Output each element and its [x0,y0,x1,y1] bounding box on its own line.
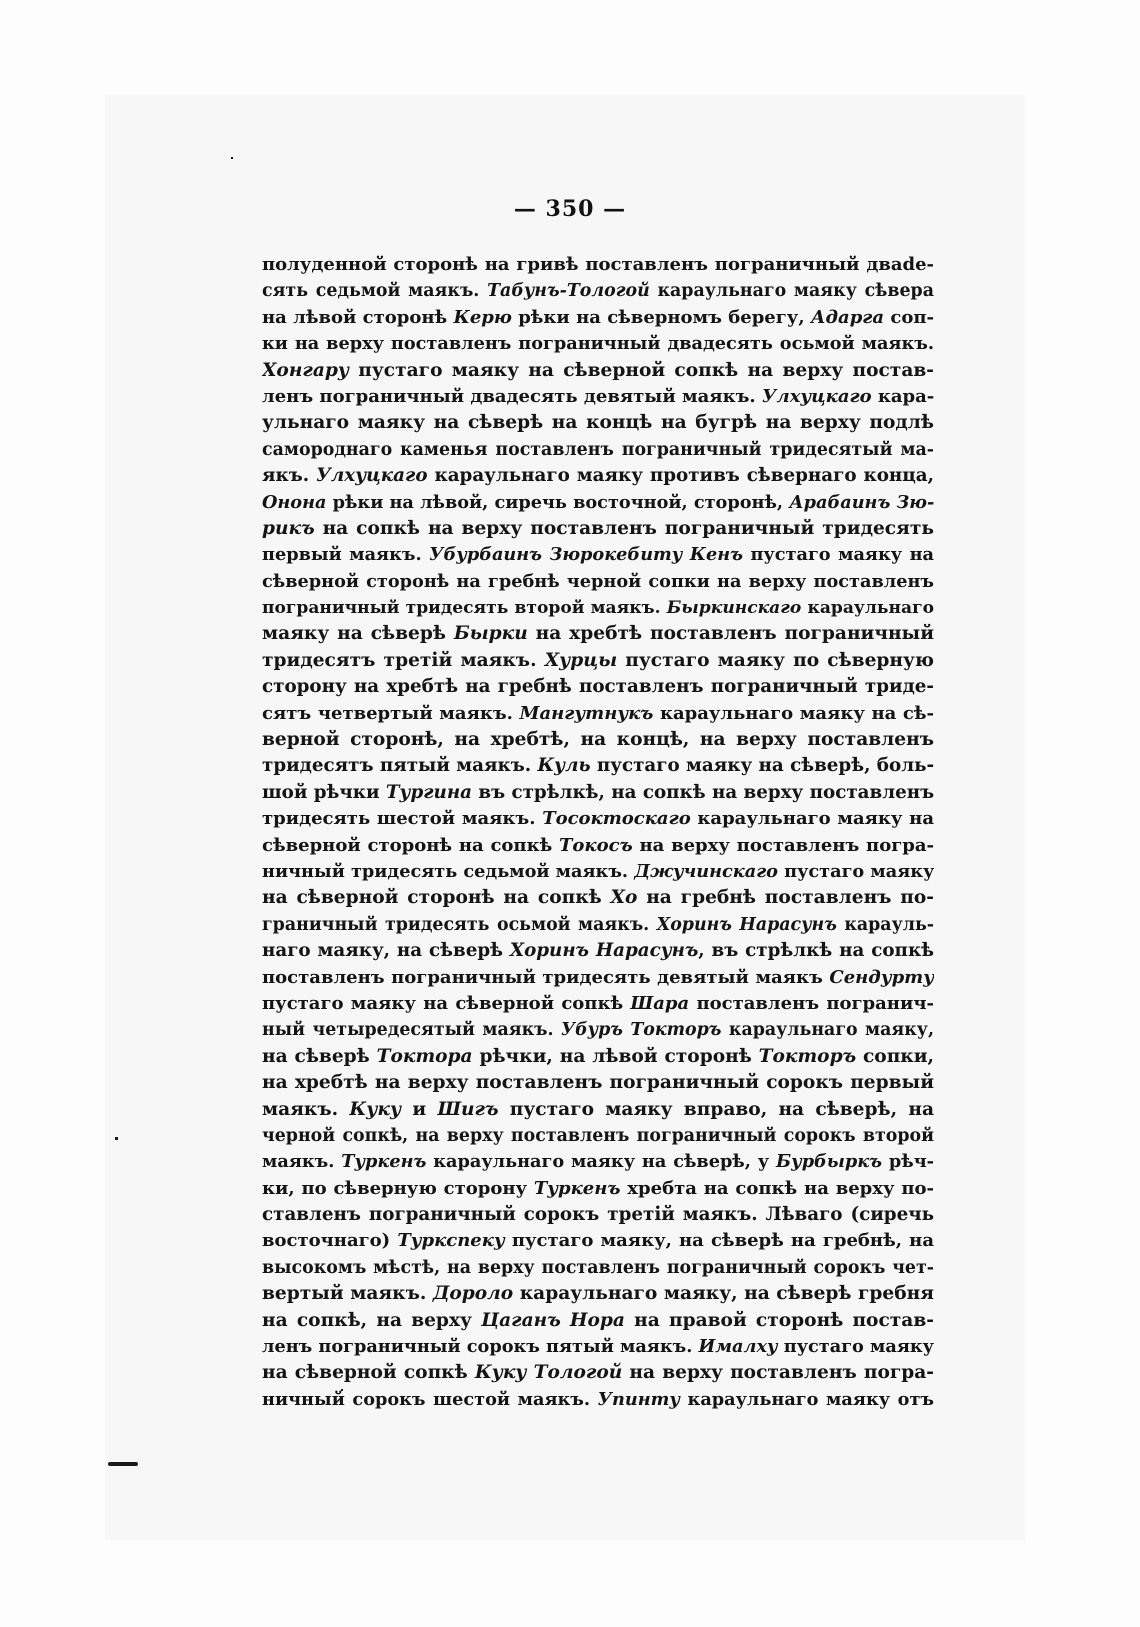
place-name: Токосъ [559,834,633,856]
text-segment: пустаго маяку на сѣверѣ, боль- [590,755,934,777]
text-segment: шой рѣчки [262,781,386,803]
text-segment: кара- [871,385,934,407]
text-segment: маякъ. [262,1151,342,1173]
text-segment: ульнаго маяку на сѣверѣ на концѣ на бугрѣ на верху подлѣ [262,412,934,434]
text-line [262,648,934,674]
text-segment: сятъ четвертый маякъ. [262,702,520,724]
text-segment: пустаго маяку, на сѣверѣ на гребнѣ, на [504,1230,934,1252]
text-line [262,463,934,489]
text-line [262,1176,934,1202]
text-segment: черной сопкѣ, на верху поставленъ пограничный сорокъ второй [262,1125,934,1146]
text-segment: тридесять шестой маякъ. [262,808,543,830]
text-segment: ный четыредесятый маякъ. [262,1020,561,1041]
place-name: Убуръ Токторъ [561,1020,722,1041]
text-segment: пустаго маяку вправо, на сѣверѣ, на [498,1098,934,1120]
text-segment: караульнаго маяку сѣвера [649,281,934,302]
text-segment: пограничный тридесять второй маякъ. [262,598,667,619]
scan-speck [231,157,233,159]
place-name: Цаганъ Нора [481,1309,625,1331]
text-segment: караульнаго маяку на [690,808,934,830]
place-name: Токторъ [758,1045,857,1067]
text-segment: ставленъ пограничный сорокъ третій маякъ. Лѣваго (сиречь [262,1204,934,1226]
text-line [262,1387,934,1413]
text-line [262,1070,934,1096]
body-text [262,252,934,1413]
page-number: — 350 — [513,196,627,222]
text-line [262,859,934,885]
place-name: Улхуцкаго [761,385,872,407]
text-line [262,331,934,357]
text-segment: ленъ пограничный сорокъ пятый маякъ. [262,1336,699,1358]
place-name: Шигъ [437,1098,499,1120]
text-line [262,727,934,753]
place-name: Турксneку [397,1230,505,1252]
place-name: рикъ [262,517,315,539]
text-segment: ничный сорокъ шестой маякъ. [262,1388,598,1410]
place-name: Бурбыркъ [776,1151,883,1173]
text-segment: маяку на сѣверѣ [262,623,454,645]
text-segment: пустаго маяку на [742,544,934,566]
text-line [262,1044,934,1070]
text-line [262,885,934,911]
place-name: Хурцы [544,649,618,671]
text-segment: пустаго маяку [777,1336,934,1358]
place-name: Токтора [376,1045,473,1067]
text-segment: восточнаго) [262,1230,398,1252]
text-segment: самороднаго каменья поставленъ пограничный тридесятый ма- [262,439,934,460]
text-line [262,912,934,938]
place-name: Дороло [432,1283,514,1305]
place-name: Упинту [597,1388,680,1410]
text-segment: ленъ пограничный двадесять девятый маякъ. [262,385,762,407]
text-segment: караульнаго маяку на сѣверѣ, у [426,1151,776,1173]
text-line [262,252,934,278]
place-name: Тосоктоскаго [542,808,691,830]
text-segment: на правой сторонѣ постав- [624,1309,934,1331]
place-name: Арабаинъ Зю- [789,491,934,513]
place-name: Онона [262,491,327,513]
text-segment: караульнаго маяку, на сѣверѣ гребня [513,1283,934,1305]
place-name: Табунъ-Тологой [487,281,650,302]
text-segment: на гребнѣ поставленъ по- [637,887,934,909]
text-segment: караульнаго маяку противъ сѣвернаго конца, [427,465,934,487]
text-line [262,278,934,304]
text-segment: на сѣверной сторонѣ на сопкѣ [262,887,611,909]
text-segment: пустаго маяку [777,860,934,882]
text-segment: рѣч- [882,1151,934,1173]
text-line [262,437,934,463]
text-segment: полуденной сторонѣ на гривѣ поставленъ пограничный двade- [262,254,934,275]
text-segment: на хребтѣ на верху поставленъ пограничный сорокъ первый [262,1072,934,1094]
place-name: Убурбаинъ Зюрокебиту Кенъ [429,544,743,566]
text-line [262,569,934,595]
text-segment: на сопкѣ, на верху [262,1309,482,1331]
text-line [262,1202,934,1228]
place-name: Керю [453,306,512,328]
place-name: Туркенъ [341,1151,427,1173]
place-name: Улхуцкаго [316,465,428,487]
text-line [262,516,934,542]
text-segment: первый маякъ. [262,544,430,566]
place-name: Куку [349,1098,402,1120]
text-segment: ки на верху поставленъ пограничный двадесять осьмой маякъ. [262,333,934,355]
text-line [262,358,934,384]
scan-dash-mark [108,1462,138,1466]
text-line [262,1017,934,1043]
text-line [262,991,934,1017]
text-line [262,1123,934,1149]
text-line [262,595,934,621]
place-name: Хоринъ Нарасунъ [509,940,699,962]
text-line [262,410,934,436]
place-name: Хоринъ Нарасунъ [656,914,837,935]
place-name: Мангутнукъ [519,702,654,724]
text-line [262,965,934,991]
place-name: Тургина [385,781,472,803]
place-name: Ималху [698,1336,778,1358]
text-segment: караульнаго маяку отъ [679,1388,934,1410]
place-name: Куль [537,755,591,777]
text-line [262,490,934,516]
text-segment: пустаго маяку по сѣверную [617,649,934,671]
text-segment: верной сторонѣ, на хребтѣ, на концѣ, на верху поставленъ [262,729,934,751]
text-segment: пустаго маяку на сѣверной сопкѣ на верху постав- [349,359,934,381]
text-line [262,1255,934,1281]
text-segment: наго маяку, на сѣверѣ [262,940,510,962]
place-name: Туркенъ [533,1177,621,1199]
text-line [262,1097,934,1123]
text-segment: на лѣвой сторонѣ [262,306,454,328]
text-segment: граничный тридесять осьмой маякъ. [262,914,657,935]
text-line [262,1149,934,1175]
text-segment: соп- [884,306,934,328]
text-line [262,833,934,859]
text-segment: рѣки на лѣвой, сиречь восточной, сторонѣ, [326,491,790,513]
text-segment: сѣверной сторонѣ на сопкѣ [262,834,560,856]
place-name: Сендурту [829,966,934,988]
text-segment: на верху поставленъ погра- [622,1362,934,1384]
text-segment: тридесятъ третій маякъ. [262,649,545,671]
text-line [262,753,934,779]
text-segment: якъ. [262,465,317,487]
text-segment: ки, по сѣверную сторону [262,1177,534,1199]
text-segment: на верху поставленъ погра- [632,834,934,856]
text-segment: тридесятъ пятый маякъ. [262,755,538,777]
place-name: Шара [630,992,690,1014]
text-line [262,621,934,647]
text-segment: караульнаго [801,598,934,619]
text-line [262,806,934,832]
text-line [262,305,934,331]
text-segment: рѣки на сѣверномъ берегу, [511,306,811,328]
text-line [262,384,934,410]
text-segment: рѣчки, на лѣвой сторонѣ [472,1045,759,1067]
text-segment: вертый маякъ. [262,1283,433,1305]
text-line [262,780,934,806]
scan-speck [115,1137,118,1140]
text-segment: поставленъ пограничный тридесять девятый маякъ [262,966,830,988]
text-segment: маякъ. [262,1098,350,1120]
text-line [262,1334,934,1360]
text-segment: на хребтѣ поставленъ пограничный [527,623,934,645]
text-segment: сопки, [856,1045,934,1067]
text-segment: ничный тридесять седьмой маякъ. [262,860,635,882]
text-line [262,674,934,700]
place-name: Куку Тологой [474,1362,623,1384]
text-line [262,1228,934,1254]
text-line [262,1360,934,1386]
text-segment: на сѣверной сопкѣ [262,1362,475,1384]
text-line [262,938,934,964]
text-segment: и [401,1098,438,1120]
text-segment: на сѣверѣ [262,1045,377,1067]
text-segment: сторону на хребтѣ на гребнѣ поставленъ пограничный триде- [262,676,934,698]
text-segment: карауль- [836,914,934,935]
place-name: Джучинскаго [634,860,778,882]
place-name: Бырки [453,623,528,645]
place-name: Адарга [810,306,885,328]
text-segment: хребта на сопкѣ на верху по- [620,1177,934,1199]
text-segment: сѣверной сторонѣ на гребнѣ черной сопки на верху поставленъ [262,570,934,592]
text-segment: пустаго маяку на сѣверной сопкѣ [262,992,631,1014]
place-name: Быркинскаго [666,598,802,619]
place-name: Хонгару [262,359,350,381]
text-line [262,542,934,568]
text-segment: высокомъ мѣстѣ, на верху поставленъ пограничный сорокъ чет- [262,1257,934,1278]
text-segment: на сопкѣ на верху поставленъ пограничный тридесять [314,517,934,539]
place-name: Хо [610,887,638,909]
text-segment: караульнаго маяку, [721,1020,934,1041]
text-line [262,701,934,727]
text-segment: караульнаго маяку на сѣ- [653,702,934,724]
text-segment: въ стрѣлкѣ, на сопкѣ на верху поставленъ [472,781,934,803]
text-line [262,1308,934,1334]
text-segment: поставленъ погранич- [689,992,934,1014]
text-line [262,1281,934,1307]
text-segment: сять седьмой маякъ. [262,281,488,302]
text-segment: , въ стрѣлкѣ на сопкѣ [698,940,934,962]
